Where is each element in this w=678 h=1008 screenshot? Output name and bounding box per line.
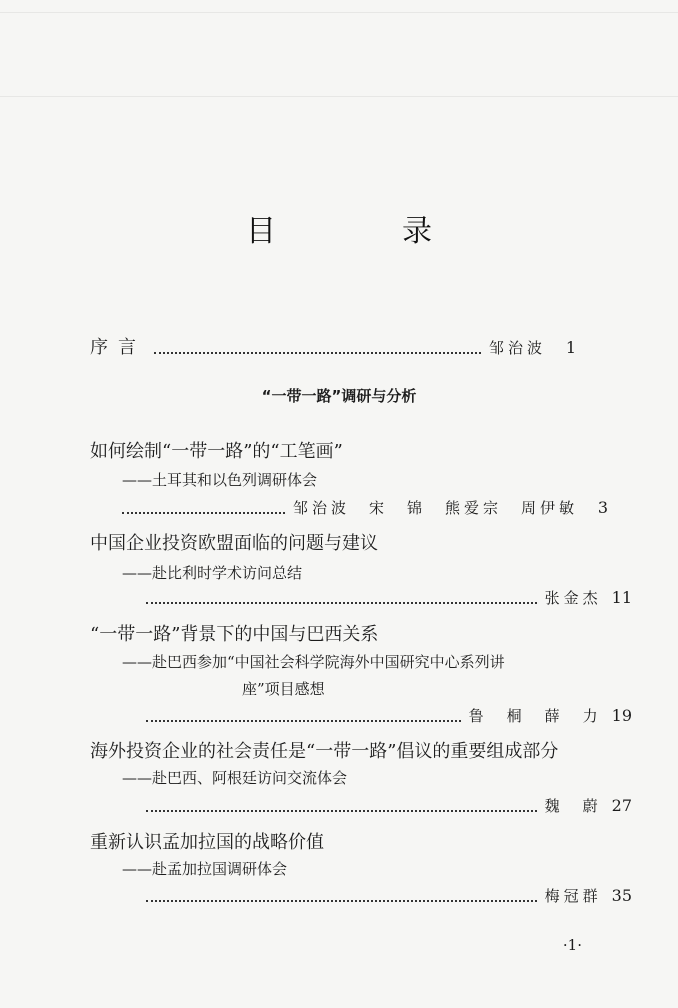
- entry-author: 鲁 桐 薛 力: [468, 707, 602, 725]
- dot-leader: [154, 344, 481, 354]
- toc-entry-title[interactable]: “一带一路”背景下的中国与巴西关系: [90, 624, 379, 645]
- bleed-through-line: [0, 12, 678, 13]
- toc-entry-author-line[interactable]: [90, 496, 608, 520]
- entry-page-number: 19: [611, 706, 632, 725]
- entry-author: 魏 蔚: [544, 797, 602, 815]
- entry-page-number: 27: [611, 796, 632, 815]
- toc-entry-title[interactable]: 海外投资企业的社会责任是“一带一路”倡议的重要组成部分: [90, 741, 559, 762]
- dot-leader: [146, 594, 537, 604]
- entry-author: 张金杰: [544, 589, 602, 607]
- dot-leader: [146, 712, 461, 722]
- toc-entry-author-line[interactable]: [90, 586, 632, 610]
- page-title: 目 录: [246, 214, 480, 249]
- toc-entry-subtitle: ——赴比利时学术访问总结: [122, 564, 303, 582]
- entry-page-number: 35: [611, 886, 632, 905]
- toc-entry-subtitle-continued: 座”项目感想: [242, 680, 325, 698]
- preface-author: 邹治波: [488, 339, 546, 357]
- page-number-footer: ·1·: [562, 936, 582, 954]
- entry-page-number: 11: [611, 588, 632, 607]
- toc-entry-subtitle: ——土耳其和以色列调研体会: [122, 471, 318, 489]
- toc-entry-author-line[interactable]: [90, 884, 632, 908]
- toc-entry-title[interactable]: 重新认识孟加拉国的战略价值: [90, 832, 324, 853]
- preface-label: 序言: [90, 337, 146, 358]
- toc-entry-subtitle: ——赴巴西、阿根廷访问交流体会: [122, 769, 348, 787]
- toc-entry-author-line[interactable]: [90, 704, 632, 728]
- toc-entry-author-line[interactable]: [90, 794, 632, 818]
- dot-leader: [122, 504, 285, 514]
- entry-author: 梅冠群: [544, 887, 602, 905]
- section-heading: “一带一路”调研与分析: [261, 387, 417, 405]
- toc-entry-subtitle: ——赴孟加拉国调研体会: [122, 860, 288, 878]
- entry-author: 邹治波 宋 锦 熊爱宗 周伊敏: [292, 499, 578, 517]
- bleed-through-line: [0, 96, 678, 97]
- toc-entry-title[interactable]: 如何绘制“一带一路”的“工笔画”: [90, 441, 343, 462]
- preface-page-number: 1: [565, 338, 576, 357]
- toc-preface[interactable]: [90, 336, 576, 360]
- toc-entry-subtitle: ——赴巴西参加“中国社会科学院海外中国研究中心系列讲: [122, 653, 505, 671]
- dot-leader: [146, 892, 537, 902]
- toc-entry-title[interactable]: 中国企业投资欧盟面临的问题与建议: [90, 533, 378, 554]
- dot-leader: [146, 802, 537, 812]
- entry-page-number: 3: [597, 498, 608, 517]
